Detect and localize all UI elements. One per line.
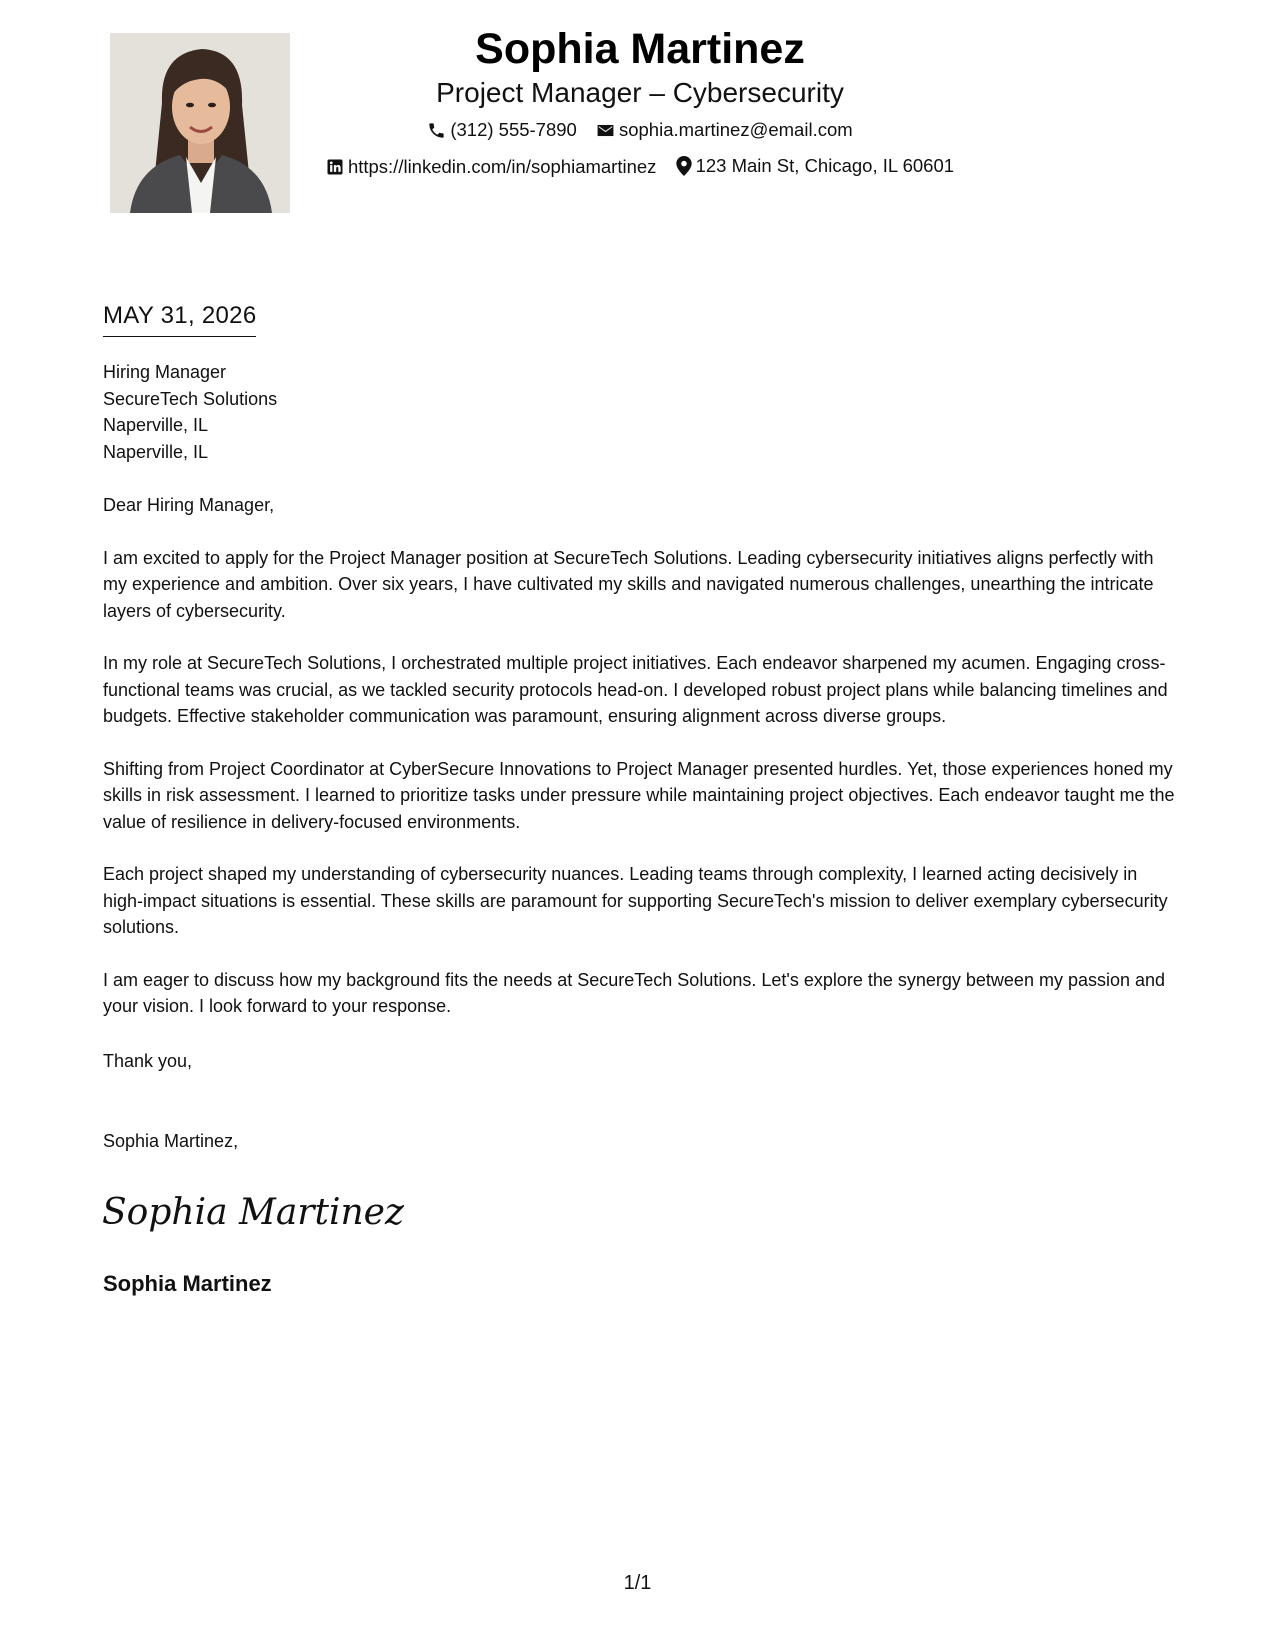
address-contact [676,154,955,178]
recipient-block [103,359,277,465]
phone-number: (312) 555-7890 [450,119,577,140]
email-contact [596,118,853,142]
applicant-name: Sophia Martinez [475,25,805,73]
letter-body [103,492,1178,1046]
recipient-company: SecureTech Solutions [103,388,278,409]
closing: Thank you, [103,1051,193,1071]
map-pin-icon [676,156,692,176]
letter-date: MAY 31, 2026 [103,300,256,337]
body-paragraph: In my role at SecureTech Solutions, I orchestrated multiple project initiatives. Each endeavor sharpened my acumen. Engaging cross-functional teams was crucial, as we tackled security protocols head-on. I developed robust project plans while balancing timelines and budgets. Effective stakeholder communication was paramount, ensuring alignment across diverse groups. [103,653,1168,726]
linkedin-icon [326,158,344,176]
portrait-image [110,33,290,213]
signature-text: Sophia Martinez [102,1192,404,1233]
body-paragraph: I am excited to apply for the Project Manager position at SecureTech Solutions. Leading cybersecurity initiatives aligns perfectly with my experience and ambition. Over six years, I have cultivated my skills and navigated numerous challenges, unearthing the intricate layers of cybersecurity. [103,547,1154,621]
contact-line-1 [300,118,980,146]
recipient-address-line-2: Naperville, IL [103,441,209,462]
linkedin-url[interactable]: https://linkedin.com/in/sophiamartinez [347,155,657,177]
recipient-address-line-1: Naperville, IL [103,415,209,435]
body-paragraph: Shifting from Project Coordinator at CyberSecure Innovations to Project Manager presented hurdles. Yet, those experiences honed my skills in risk assessment. I learned to prioritize tasks under pressure while maintaining project objectives. Each endeavor taught me the value of resilience in delivery-focused environments. [103,758,1175,832]
letter-header [300,22,980,182]
handwritten-signature [100,1180,404,1240]
body-paragraph: I am eager to discuss how my background fits the needs at SecureTech Solutions. Let's explore the synergy between my passion and your vision. I look forward to your response. [103,969,1166,1016]
contact-line-2 [300,154,980,182]
applicant-role: Project Manager – Cybersecurity [436,77,844,108]
phone-contact [427,118,577,142]
salutation: Dear Hiring Manager, [103,495,275,515]
recipient-title: Hiring Manager [103,362,227,382]
linkedin-contact [326,155,656,179]
envelope-icon [596,121,615,140]
phone-icon [427,121,446,140]
typed-signature-name: Sophia Martinez [103,1271,272,1296]
profile-photo [110,33,290,213]
page-number: 1/1 [623,1572,652,1594]
closing-name: Sophia Martinez, [103,1131,239,1151]
street-address: 123 Main St, Chicago, IL 60601 [695,154,955,176]
body-paragraph: Each project shaped my understanding of cybersecurity nuances. Leading teams through complexity, I learned acting decisively in high-impact situations is essential. These skills are paramount for supporting SecureTech's mission to deliver exemplary cybersecurity solutions. [103,864,1168,937]
email-address: sophia.martinez@email.com [618,119,853,140]
